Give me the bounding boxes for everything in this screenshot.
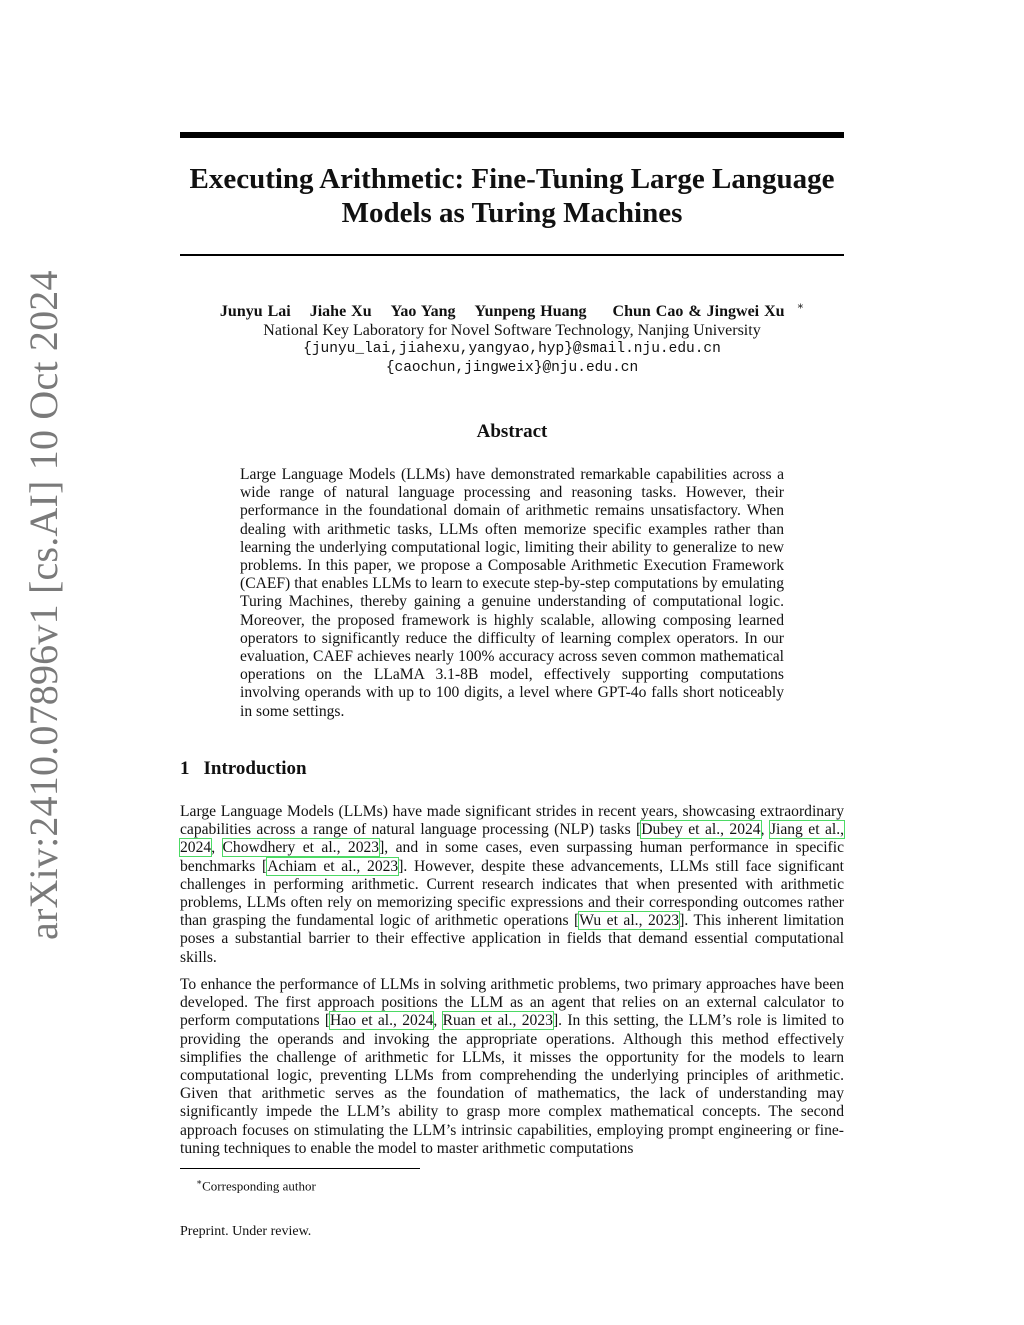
author-4: Yunpeng Huang (474, 303, 587, 321)
citation-link[interactable]: Hao et al., 2024 (330, 1012, 434, 1030)
footnote-mark: ∗ (196, 1177, 203, 1187)
author-names (180, 298, 844, 321)
email-line-1[interactable]: {junyu_lai,jiahexu,yangyao,hyp}@smail.nju.edu.cn (303, 341, 721, 358)
text-run: ]. However, despite these advancements, LLMs still face significant challenges in performing arithmetic. Current research indicates that when presented with arithmetic problems, LLMs often rely on memorizing specific expressions and their corresponding outcomes rather than grasping the fundamental logic of arithmetic operations [ (180, 857, 844, 930)
title-line-2: Models as Turing Machines (341, 197, 683, 229)
text-run: , (760, 821, 770, 839)
paper-title (180, 162, 844, 230)
citation-link[interactable]: Ruan et al., 2023 (442, 1012, 553, 1030)
abstract-text: Large Language Models (LLMs) have demonstrated remarkable capabilities across a wide range of natural language processing and reasoning tasks. However, their performance in the foundational domain of arithmetic remains unsatisfactory. When dealing with arithmetic tasks, LLMs often memorize specific examples rather than learning the underlying computational logic, limiting their ability to generalize to new problems. In this paper, we propose a Composable Arithmetic Execution Framework (CAEF) that enables LLMs to learn to execute step-by-step computations by emulating Turing Machines, thereby gaining a genuine understanding of computational logic. Moreover, the proposed framework is highly scalable, allowing composing learned operators to significantly reduce the difficulty of learning complex operators. In our evaluation, CAEF achieves nearly 100% accuracy across seven common mathematical operations on the LLaMA 3.1-8B model, effectively supporting computations involving operands with up to 100 digits, a level where GPT-4o falls short noticeably in some settings. (240, 466, 784, 720)
citation-link[interactable]: Wu et al., 2023 (579, 912, 680, 930)
citation-link[interactable]: Jiang et al., 2024 (180, 821, 845, 857)
affiliation: National Key Laboratory for Novel Software Technology, Nanjing University (263, 322, 761, 340)
text-run: ]. In this setting, the LLM’s role is limited to providing the operands and invoking the appropriate operations. Although this method effectively simplifies the challenge of arithmetic for LLMs, it misses the opportunity for the models to learn computational logic, preventing LLMs from comprehending the underlying principles of arithmetic. Given that arithmetic serves as the foundation of mathematics, the lack of understanding may significantly impede the LLM’s ability to grasp more complex mathematical concepts. The second approach focuses on stimulating the LLM’s intrinsic capabilities, employing prompt engineering or fine-tuning techniques to enable the model to master arithmetic computations (180, 1012, 845, 1157)
author-5-name: Chun Cao & Jingwei Xu (612, 303, 785, 321)
email-line-2[interactable]: {caochun,jingweix}@nju.edu.cn (385, 360, 639, 377)
abstract-heading: Abstract (476, 421, 548, 442)
citation-link[interactable]: Achiam et al., 2023 (267, 857, 399, 875)
section-number: 1 (180, 758, 190, 779)
footnote (196, 1174, 316, 1194)
author-block (180, 298, 844, 378)
section-title: Introduction (203, 758, 307, 779)
intro-paragraph-1 (180, 803, 844, 967)
citation-link[interactable]: Chowdhery et al., 2023 (222, 839, 380, 857)
author-3: Yao Yang (390, 303, 456, 321)
author-footnote-mark: ∗ (796, 301, 805, 313)
section-heading (180, 758, 307, 780)
author-2: Jiahe Xu (309, 303, 372, 321)
intro-paragraph-2 (180, 976, 844, 1158)
title-line-1: Executing Arithmetic: Fine-Tuning Large Language (189, 163, 835, 195)
text-run: , (211, 839, 223, 857)
footnote-text: Corresponding author (202, 1178, 316, 1194)
title-rule-top (180, 132, 844, 138)
text-run: To enhance the performance of LLMs in solving arithmetic problems, two primary approaches have been developed. The first approach positions the LLM as an agent that relies on an external calculator to perform computations [ (180, 976, 844, 1030)
text-run: ]. This inherent limitation poses a substantial barrier to their effective application in fields that demand essential computational skills. (180, 912, 845, 966)
footnote-rule (180, 1168, 420, 1169)
text-run: ], and in some cases, even surpassing human performance in specific benchmarks [ (180, 839, 845, 875)
citation-link[interactable]: Dubey et al., 2024 (641, 821, 761, 839)
author-5 (606, 303, 805, 320)
author-1: Junyu Lai (219, 303, 291, 321)
preprint-notice: Preprint. Under review. (180, 1224, 312, 1239)
title-rule-bottom (180, 254, 844, 256)
text-run: , (433, 1012, 443, 1030)
arxiv-stamp: arXiv:2410.07896v1 [cs.AI] 10 Oct 2024 (21, 270, 66, 940)
text-run: Large Language Models (LLMs) have made significant strides in recent years, showcasing extraordinary capabilities across a range of natural language processing (NLP) tasks [ (180, 803, 844, 839)
